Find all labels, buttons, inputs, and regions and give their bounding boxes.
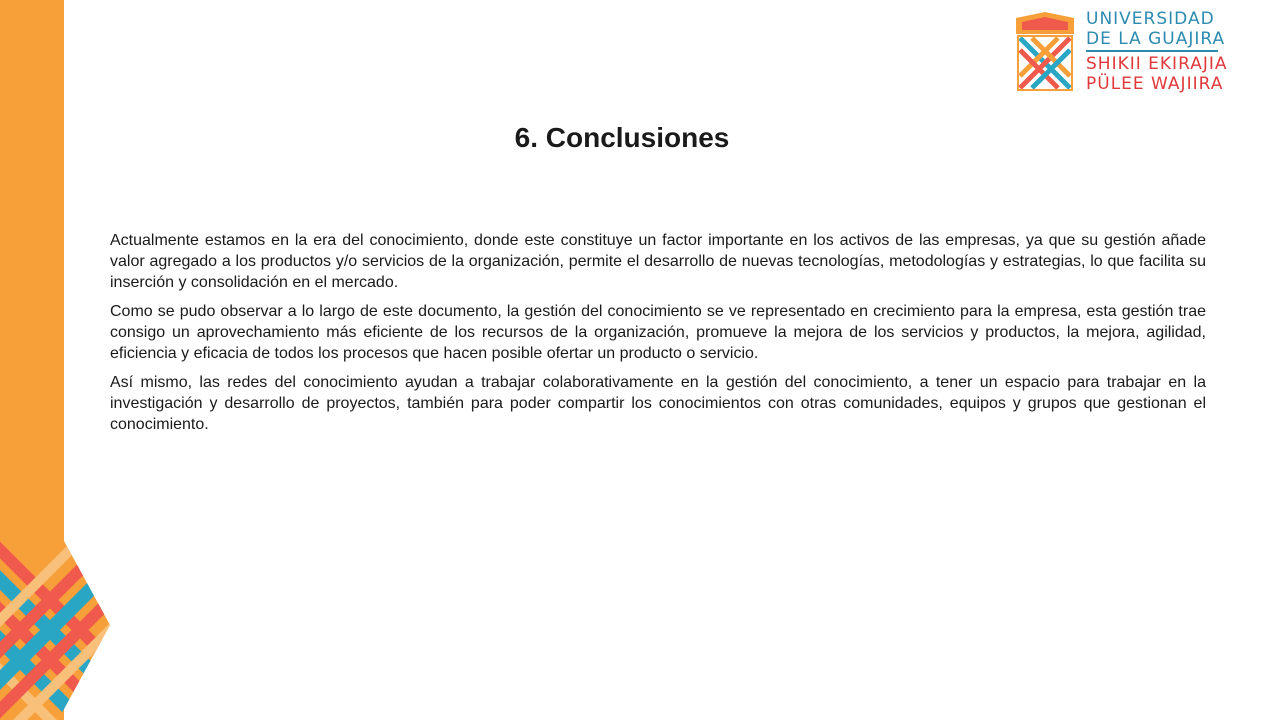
slide-body [110, 230, 1206, 443]
logo-text-line-3: SHIKII EKIRAJIA [1086, 54, 1228, 74]
university-emblem-icon [1012, 10, 1078, 94]
logo-text-line-1: UNIVERSIDAD [1086, 9, 1215, 29]
logo-divider [1086, 50, 1218, 52]
woven-pattern-decoration [0, 530, 110, 720]
logo-text-line-2: DE LA GUAJIRA [1086, 28, 1226, 49]
paragraph-2: Como se pudo observar a lo largo de este documento, la gestión del conocimiento se ve representado en crecimiento para la empresa, esta gestión trae consigo un aprovechamiento más eficiente de los recursos de la organización, promueve la mejora de los servicios y productos, la mejora, agilidad, eficiencia y eficacia de todos los procesos que hacen posible ofertar un producto o servicio. [110, 303, 1206, 362]
university-logo [1012, 10, 1228, 96]
slide-title: 6. Conclusiones [514, 122, 730, 153]
logo-text-line-4: PÜLEE WAJIIRA [1086, 73, 1224, 94]
paragraph-3: Así mismo, las redes del conocimiento ayudan a trabajar colaborativamente en la gestión del conocimiento, a tener un espacio para trabajar en la investigación y desarrollo de proyectos, también para poder compartir los conocimientos con otras comunidades, equipos y grupos que gestionan el conocimiento. [110, 374, 1206, 433]
paragraph-1: Actualmente estamos en la era del conocimiento, donde este constituye un factor importante en los activos de las empresas, ya que su gestión añade valor agregado a los productos y/o servicios de la organización, permite el desarrollo de nuevas tecnologías, metodologías y estrategias, lo que facilita su inserción y consolidación en el mercado. [110, 232, 1206, 291]
